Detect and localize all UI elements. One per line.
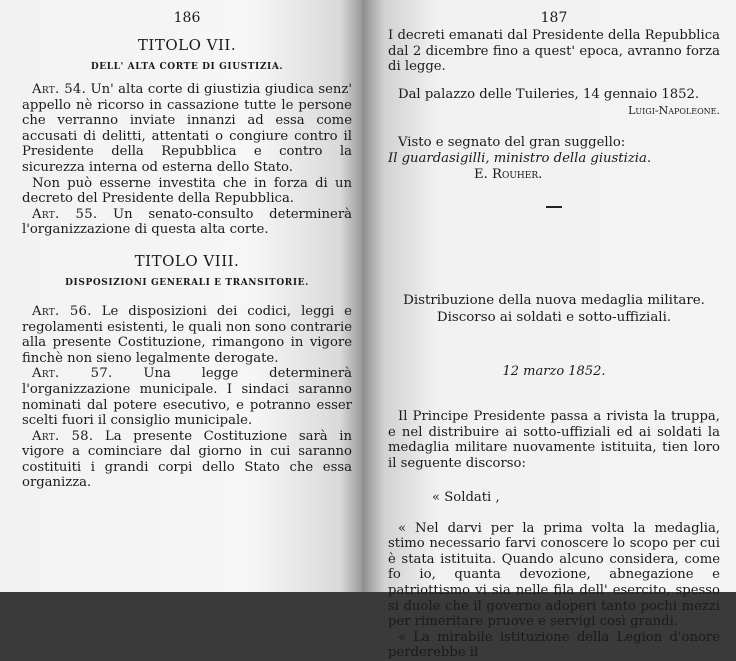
article-58-text: La presente Costituzione sarà in vigore a cominciare dal giorno in cui saranno costituiti i grandi corpi dello Stato che essa organizza. [22,428,352,491]
speech-intro: Il Principe Presidente passa a rivista la truppa, e nel distribuire ai sotto-uffiziali ed ai soldati la medaglia militare nuovamente istituita, tien loro il seguente discorso: [388,409,720,471]
titolo-viii-heading: TITOLO VIII. [134,251,240,270]
article-54-label: Art. 54. [32,82,87,97]
article-54 [22,82,352,176]
article-58-label: Art. 58. [32,428,94,444]
speech-paragraph-1: « Nel darvi per la prima volta la medaglia, stimo necessario farvi conoscere lo scopo per cui è stata istituita. Quando alcuno considera, come fo io, quanta devozione, abnegazione e patriottismo vi sia nelle fila dell' esercito, spesso si duole che il governo adoperi tanto pochi mezzi per rimeritare pruove e servigi così grandi. [388,520,720,630]
left-page [0,0,362,592]
speech-date: 12 marzo 1852. [502,364,606,380]
article-55-text: Un senato-consulto determinerà l'organizzazione di questa alta corte. [22,206,352,238]
article-58 [22,429,352,491]
article-57-label: Art. 57. [32,366,113,382]
titolo-vii-subhead: DELL' ALTA CORTE DI GIUSTIZIA. [90,62,284,72]
medal-heading-line2: Discorso ai soldati e sotto-uffiziali. [436,310,672,326]
place-date: Dal palazzo delle Tuileries, 14 gennaio 1852. [398,86,700,102]
article-57-text: Una legge determinerà l'organizzazione municipale. I sindaci saranno nominati dal potere esecutivo, e potranno esser scelti fuori il consiglio municipale. [22,366,353,429]
guardasigilli-line: Il guardasigilli, ministro della giustizia. [388,150,652,166]
article-54-text: Un' alta corte di giustizia giudica senz' appello nè ricorso in cassazione tutte le persone che verranno inviate innanzi ad essa come accusati di delitti, attentati o congiure contro il Presidente della Repubblica e contro la sicurezza interna od esterna dello Stato. [22,82,352,175]
visto-line: Visto e segnato del gran suggello: [398,135,626,151]
article-56 [22,304,352,366]
article-57 [22,366,352,428]
speech-paragraph-2: « La mirabile istituzione della Legion d'onore perderebbe il [388,629,720,661]
right-page-number: 187 [540,10,568,26]
article-55-label: Art. 55. [32,206,98,222]
medal-heading [388,292,720,326]
article-55 [22,207,352,238]
titolo-vii-heading: TITOLO VII. [137,36,237,54]
titolo-viii-subhead: DISPOSIZIONI GENERALI E TRANSITORIE. [65,277,309,288]
right-page [362,0,736,661]
signature-luigi-napoleone: Luigi-Napoleone. [628,104,720,118]
article-56-label: Art. 56. [32,303,92,319]
signature-rouher: E. Rouher. [474,166,543,182]
opening-text: I decreti emanati dal Presidente della Repubblica dal 2 dicembre fino a quest' epoca, avranno forza di legge. [388,28,720,75]
article-56-text: Le disposizioni dei codici, leggi e regolamenti esistenti, le quali non sono contrarie alla presente Costituzione, rimangono in vigore finchè non sieno legalmente derogate. [22,303,352,366]
left-page-number: 186 [173,10,201,26]
section-divider [546,206,562,208]
article-54-continuation: Non può esserne investita che in forza di un decreto del Presidente della Repubblica. [22,175,352,207]
medal-heading-line1: Distribuzione della nuova medaglia militare. [403,293,705,309]
speech-salutation: « Soldati , [432,489,500,505]
